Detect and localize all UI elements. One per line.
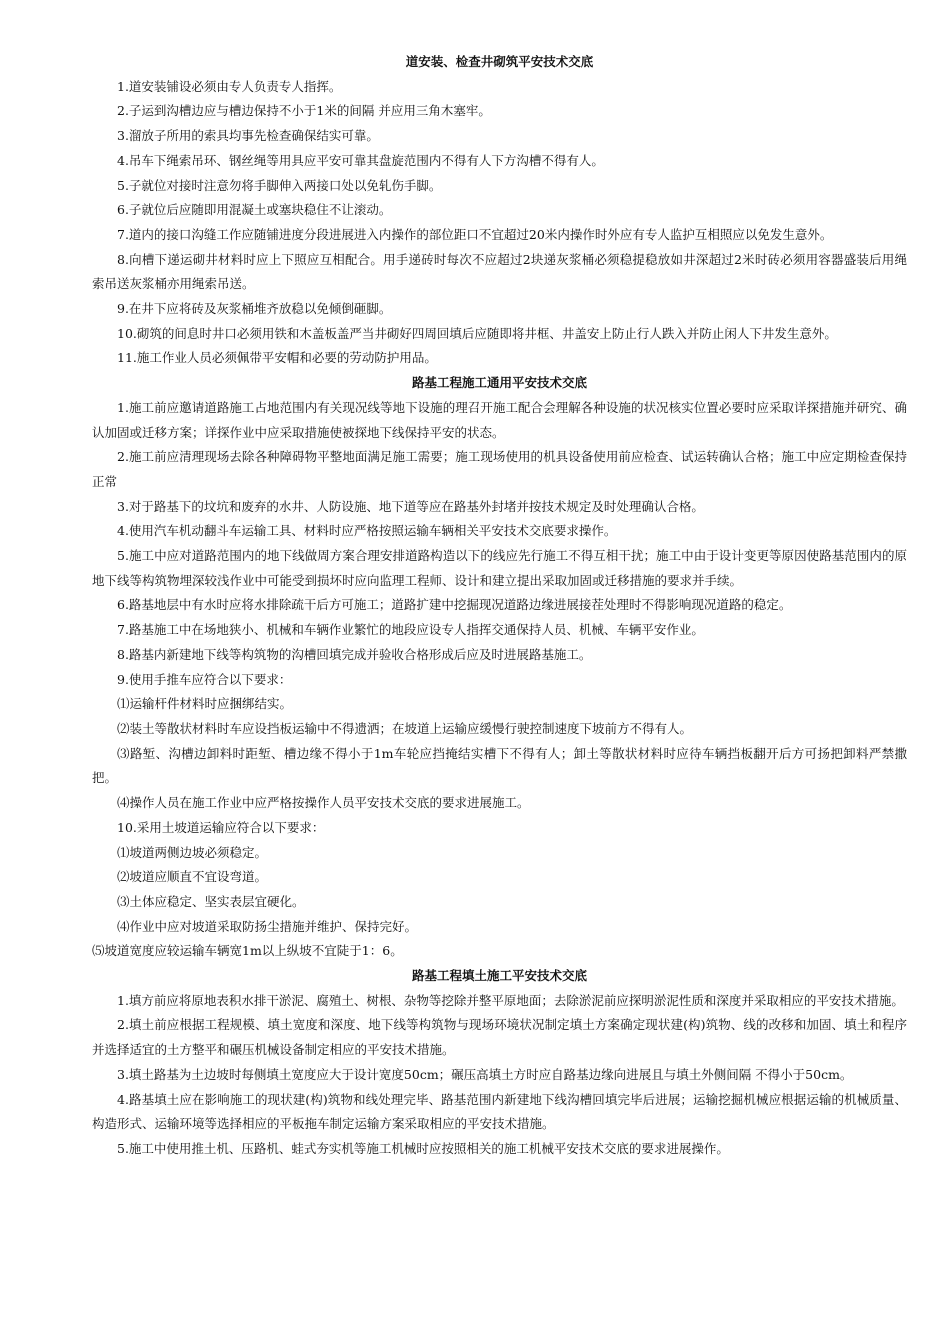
paragraph: 1.填方前应将原地表积水排干淤泥、腐殖土、树根、杂物等挖除并整平原地面；去除淤泥前应探明淤泥性质和深度并采取相应的平安技术措施。 xyxy=(117,992,904,1008)
list-item: ⑵装土等散状材料时车应设挡板运输中不得遗洒；在坡道上运输应缓慢行驶控制速度下坡前方不得有人。 xyxy=(117,720,693,736)
paragraph: 4.吊车下绳索吊环、钢丝绳等用具应平安可靠其盘旋范围内不得有人下方沟槽不得有人。 xyxy=(117,152,604,168)
list-item: ⑶土体应稳定、坚实表层宜硬化。 xyxy=(117,893,305,909)
paragraph: 8.向槽下递运砌井材料时应上下照应互相配合。用手递砖时每次不应超过2块递灰浆桶必须稳提稳放如井深超过2米时砖必须用容器盛装后用绳索吊送灰浆桶亦用绳索吊送。 xyxy=(92,251,907,292)
paragraph: 4.路基填土应在影响施工的现状建(构)筑物和线处理完毕、路基范围内新建地下线沟槽回填完毕后进展；运输挖掘机械应根据运输的机械质量、构造形式、运输环境等选择相应的平板拖车制定运输方案采取相应的平安技术措施。 xyxy=(92,1091,907,1132)
paragraph: 2.填土前应根据工程规模、填土宽度和深度、地下线等构筑物与现场环境状况制定填土方案确定现状建(构)筑物、线的改移和加固、填土和程序并选择适宜的土方整平和碾压机械设备制定相应的平安技术措施。 xyxy=(92,1017,907,1058)
paragraph: 3.溜放子所用的索具均事先检查确保结实可靠。 xyxy=(117,128,379,144)
list-item: ⑷作业中应对坡道采取防扬尘措施并维护、保持完好。 xyxy=(117,918,418,934)
paragraph: 6.路基地层中有水时应将水排除疏干后方可施工；道路扩建中挖掘现况道路边缘进展接茬处理时不得影响现况道路的稳定。 xyxy=(117,597,792,613)
section-title-pipe-installation: 道安装、检查井砌筑平安技术交底 xyxy=(405,54,594,69)
paragraph: 3.填土路基为土边坡时每侧填土宽度应大于设计宽度50cm；碾压高填土方时应自路基边缘向进展且与填土外侧间隔 不得小于50cm。 xyxy=(117,1066,853,1082)
section-title-subgrade-fill: 路基工程填土施工平安技术交底 xyxy=(411,968,587,984)
paragraph: 4.使用汽车机动翻斗车运输工具、材料时应严格按照运输车辆相关平安技术交底要求操作。 xyxy=(117,523,617,539)
list-item: ⑴坡道两侧边坡必须稳定。 xyxy=(117,844,268,860)
paragraph: 5.施工中使用推土机、压路机、蛙式夯实机等施工机械时应按照相关的施工机械平安技术交底的要求进展操作。 xyxy=(117,1140,729,1156)
paragraph: 1.道安装铺设必须由专人负责专人指挥。 xyxy=(117,78,342,94)
list-item: ⑷操作人员在施工作业中应严格按操作人员平安技术交底的要求进展施工。 xyxy=(117,795,530,811)
paragraph: 5.施工中应对道路范围内的地下线做周方案合理安排道路构造以下的线应先行施工不得互相干扰；施工中由于设计变更等原因使路基范围内的原地下线等构筑物埋深较浅作业中可能受到损坏时应向监理工程师、设计和建立提出采取加固或迁移措施的要求并手续。 xyxy=(92,548,907,588)
document-page xyxy=(92,50,907,1162)
paragraph: 7.道内的接口沟缝工作应随铺进度分段进展进入内操作的部位距口不宜超过20米内操作时外应有专人监护互相照应以免发生意外。 xyxy=(117,226,833,242)
paragraph: 3.对于路基下的坟坑和废弃的水井、人防设施、地下道等应在路基外封堵并按技术规定及时处理确认合格。 xyxy=(117,498,704,514)
paragraph: 11.施工作业人员必须佩带平安帽和必要的劳动防护用品。 xyxy=(117,350,437,366)
section-title-subgrade-general: 路基工程施工通用平安技术交底 xyxy=(411,375,587,391)
list-item: ⑶路堑、沟槽边卸料时距堑、槽边缘不得小于1m车轮应挡掩结实槽下不得有人；卸土等散状材料时应待车辆挡板翻开后方可扬把卸料严禁撒把。 xyxy=(92,745,907,786)
paragraph: 2.施工前应清理现场去除各种障碍物平整地面满足施工需要；施工现场使用的机具设备使用前应检查、试运转确认合格；施工中应定期检查保持正常 xyxy=(92,449,907,489)
paragraph: 10.采用土坡道运输应符合以下要求： xyxy=(117,819,325,835)
paragraph: 5.子就位对接时注意勿将手脚伸入两接口处以免轧伤手脚。 xyxy=(117,177,442,193)
paragraph: 7.路基施工中在场地狭小、机械和车辆作业繁忙的地段应设专人指挥交通保持人员、机械、车辆平安作业。 xyxy=(117,622,704,638)
list-item: ⑴运输杆件材料时应捆绑结实。 xyxy=(117,696,293,712)
paragraph: 9.使用手推车应符合以下要求： xyxy=(117,671,292,687)
paragraph: 9.在井下应将砖及灰浆桶堆齐放稳以免倾倒砸脚。 xyxy=(117,301,392,317)
paragraph: 2.子运到沟槽边应与槽边保持不小于1米的间隔 并应用三角木塞牢。 xyxy=(117,103,491,119)
paragraph: 8.路基内新建地下线等构筑物的沟槽回填完成并验收合格形成后应及时进展路基施工。 xyxy=(117,646,592,662)
paragraph: 10.砌筑的间息时井口必须用铁和木盖板盖严当井砌好四周回填后应随即将井框、井盖安上防止行人跌入并防止闲人下井发生意外。 xyxy=(117,325,837,341)
paragraph: 6.子就位后应随即用混凝土或塞块稳住不让滚动。 xyxy=(117,202,392,218)
list-item: ⑵坡道应顺直不宜设弯道。 xyxy=(117,869,268,885)
paragraph: 1.施工前应邀请道路施工占地范围内有关现况线等地下设施的理召开施工配合会理解各种设施的状况核实位置必要时应采取详探措施并研究、确认加固或迁移方案；详探作业中应采取措施使被探地下线保持平安的状态。 xyxy=(92,399,907,440)
list-item: ⑸坡道宽度应较运输车辆宽1m以上纵坡不宜陡于1：6。 xyxy=(92,943,403,959)
